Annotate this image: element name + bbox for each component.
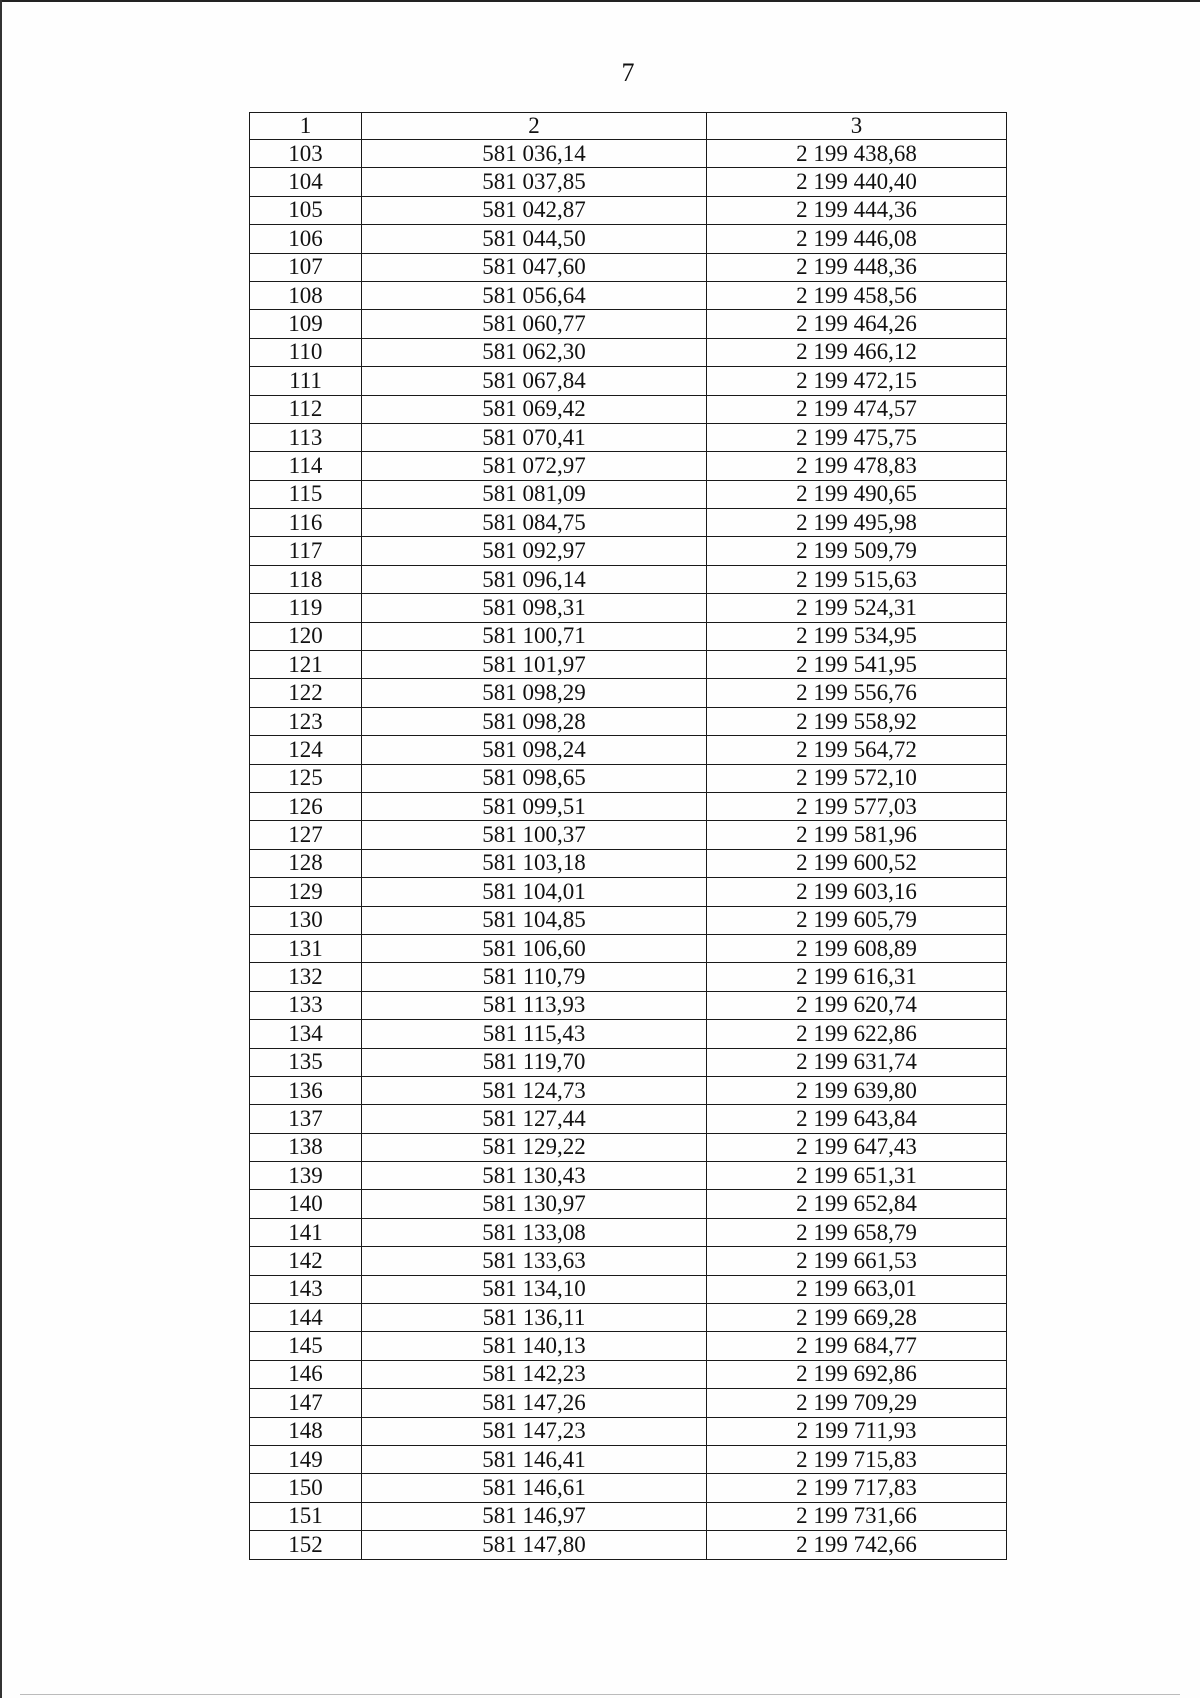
table-row bbox=[250, 1389, 1007, 1417]
table-row bbox=[250, 1502, 1007, 1530]
y-coordinate-cell: 2 199 444,36 bbox=[707, 196, 1007, 224]
y-coordinate-cell: 2 199 669,28 bbox=[707, 1304, 1007, 1332]
point-number-cell: 133 bbox=[250, 991, 362, 1019]
y-coordinate-cell: 2 199 616,31 bbox=[707, 963, 1007, 991]
y-coordinate-cell: 2 199 466,12 bbox=[707, 338, 1007, 366]
table-row bbox=[250, 849, 1007, 877]
x-coordinate-cell: 581 119,70 bbox=[362, 1048, 707, 1076]
table-row bbox=[250, 480, 1007, 508]
point-number-cell: 113 bbox=[250, 423, 362, 451]
table-row bbox=[250, 736, 1007, 764]
y-coordinate-cell: 2 199 631,74 bbox=[707, 1048, 1007, 1076]
y-coordinate-cell: 2 199 622,86 bbox=[707, 1020, 1007, 1048]
table-row bbox=[250, 196, 1007, 224]
point-number-cell: 131 bbox=[250, 934, 362, 962]
scan-edge-bottom bbox=[20, 1694, 1180, 1695]
table-row bbox=[250, 1076, 1007, 1104]
table-row bbox=[250, 963, 1007, 991]
point-number-cell: 105 bbox=[250, 196, 362, 224]
x-coordinate-cell: 581 081,09 bbox=[362, 480, 707, 508]
x-coordinate-cell: 581 127,44 bbox=[362, 1105, 707, 1133]
y-coordinate-cell: 2 199 448,36 bbox=[707, 253, 1007, 281]
x-coordinate-cell: 581 133,63 bbox=[362, 1247, 707, 1275]
y-coordinate-cell: 2 199 446,08 bbox=[707, 225, 1007, 253]
point-number-cell: 119 bbox=[250, 594, 362, 622]
y-coordinate-cell: 2 199 661,53 bbox=[707, 1247, 1007, 1275]
point-number-cell: 124 bbox=[250, 736, 362, 764]
table-row bbox=[250, 934, 1007, 962]
x-coordinate-cell: 581 115,43 bbox=[362, 1020, 707, 1048]
x-coordinate-cell: 581 036,14 bbox=[362, 140, 707, 168]
table-row bbox=[250, 1020, 1007, 1048]
y-coordinate-cell: 2 199 472,15 bbox=[707, 367, 1007, 395]
x-coordinate-cell: 581 147,80 bbox=[362, 1531, 707, 1559]
table-row bbox=[250, 1332, 1007, 1360]
point-number-cell: 132 bbox=[250, 963, 362, 991]
table-row bbox=[250, 1247, 1007, 1275]
x-coordinate-cell: 581 130,97 bbox=[362, 1190, 707, 1218]
x-coordinate-cell: 581 130,43 bbox=[362, 1162, 707, 1190]
table-row bbox=[250, 1531, 1007, 1559]
x-coordinate-cell: 581 136,11 bbox=[362, 1304, 707, 1332]
point-number-cell: 128 bbox=[250, 849, 362, 877]
point-number-cell: 126 bbox=[250, 792, 362, 820]
y-coordinate-cell: 2 199 474,57 bbox=[707, 395, 1007, 423]
point-number-cell: 152 bbox=[250, 1531, 362, 1559]
table-header bbox=[250, 113, 1007, 140]
x-coordinate-cell: 581 098,28 bbox=[362, 707, 707, 735]
y-coordinate-cell: 2 199 515,63 bbox=[707, 565, 1007, 593]
point-number-cell: 118 bbox=[250, 565, 362, 593]
table-row bbox=[250, 253, 1007, 281]
x-coordinate-cell: 581 092,97 bbox=[362, 537, 707, 565]
y-coordinate-cell: 2 199 556,76 bbox=[707, 679, 1007, 707]
point-number-cell: 136 bbox=[250, 1076, 362, 1104]
point-number-cell: 107 bbox=[250, 253, 362, 281]
x-coordinate-cell: 581 084,75 bbox=[362, 509, 707, 537]
point-number-cell: 104 bbox=[250, 168, 362, 196]
y-coordinate-cell: 2 199 731,66 bbox=[707, 1502, 1007, 1530]
table-row bbox=[250, 1417, 1007, 1445]
y-coordinate-cell: 2 199 605,79 bbox=[707, 906, 1007, 934]
table-row bbox=[250, 452, 1007, 480]
table-row bbox=[250, 622, 1007, 650]
table-row bbox=[250, 1304, 1007, 1332]
y-coordinate-cell: 2 199 643,84 bbox=[707, 1105, 1007, 1133]
y-coordinate-cell: 2 199 577,03 bbox=[707, 792, 1007, 820]
table-row bbox=[250, 707, 1007, 735]
table-row bbox=[250, 537, 1007, 565]
table-row bbox=[250, 1218, 1007, 1246]
table-row bbox=[250, 1048, 1007, 1076]
x-coordinate-cell: 581 099,51 bbox=[362, 792, 707, 820]
table-row bbox=[250, 423, 1007, 451]
header-cell-col-3: 3 bbox=[707, 113, 1007, 140]
x-coordinate-cell: 581 113,93 bbox=[362, 991, 707, 1019]
table-row bbox=[250, 821, 1007, 849]
table-row bbox=[250, 764, 1007, 792]
point-number-cell: 134 bbox=[250, 1020, 362, 1048]
table-row bbox=[250, 1133, 1007, 1161]
point-number-cell: 143 bbox=[250, 1275, 362, 1303]
point-number-cell: 140 bbox=[250, 1190, 362, 1218]
x-coordinate-cell: 581 098,24 bbox=[362, 736, 707, 764]
point-number-cell: 137 bbox=[250, 1105, 362, 1133]
point-number-cell: 127 bbox=[250, 821, 362, 849]
x-coordinate-cell: 581 100,71 bbox=[362, 622, 707, 650]
y-coordinate-cell: 2 199 475,75 bbox=[707, 423, 1007, 451]
x-coordinate-cell: 581 104,01 bbox=[362, 878, 707, 906]
y-coordinate-cell: 2 199 440,40 bbox=[707, 168, 1007, 196]
x-coordinate-cell: 581 042,87 bbox=[362, 196, 707, 224]
table-row bbox=[250, 168, 1007, 196]
point-number-cell: 106 bbox=[250, 225, 362, 253]
y-coordinate-cell: 2 199 658,79 bbox=[707, 1218, 1007, 1246]
point-number-cell: 117 bbox=[250, 537, 362, 565]
point-number-cell: 142 bbox=[250, 1247, 362, 1275]
x-coordinate-cell: 581 047,60 bbox=[362, 253, 707, 281]
y-coordinate-cell: 2 199 495,98 bbox=[707, 509, 1007, 537]
point-number-cell: 103 bbox=[250, 140, 362, 168]
x-coordinate-cell: 581 067,84 bbox=[362, 367, 707, 395]
y-coordinate-cell: 2 199 478,83 bbox=[707, 452, 1007, 480]
y-coordinate-cell: 2 199 509,79 bbox=[707, 537, 1007, 565]
y-coordinate-cell: 2 199 438,68 bbox=[707, 140, 1007, 168]
y-coordinate-cell: 2 199 663,01 bbox=[707, 1275, 1007, 1303]
table-row bbox=[250, 906, 1007, 934]
table-row bbox=[250, 367, 1007, 395]
table-row bbox=[250, 338, 1007, 366]
point-number-cell: 145 bbox=[250, 1332, 362, 1360]
y-coordinate-cell: 2 199 692,86 bbox=[707, 1360, 1007, 1388]
y-coordinate-cell: 2 199 651,31 bbox=[707, 1162, 1007, 1190]
x-coordinate-cell: 581 096,14 bbox=[362, 565, 707, 593]
x-coordinate-cell: 581 098,29 bbox=[362, 679, 707, 707]
x-coordinate-cell: 581 070,41 bbox=[362, 423, 707, 451]
table-row bbox=[250, 651, 1007, 679]
point-number-cell: 125 bbox=[250, 764, 362, 792]
table-row bbox=[250, 1162, 1007, 1190]
header-cell-col-2: 2 bbox=[362, 113, 707, 140]
header-cell-col-1: 1 bbox=[250, 113, 362, 140]
y-coordinate-cell: 2 199 620,74 bbox=[707, 991, 1007, 1019]
table-row bbox=[250, 1105, 1007, 1133]
point-number-cell: 114 bbox=[250, 452, 362, 480]
table-row bbox=[250, 1474, 1007, 1502]
point-number-cell: 111 bbox=[250, 367, 362, 395]
point-number-cell: 109 bbox=[250, 310, 362, 338]
table-row bbox=[250, 1445, 1007, 1473]
y-coordinate-cell: 2 199 652,84 bbox=[707, 1190, 1007, 1218]
y-coordinate-cell: 2 199 715,83 bbox=[707, 1445, 1007, 1473]
y-coordinate-cell: 2 199 490,65 bbox=[707, 480, 1007, 508]
y-coordinate-cell: 2 199 711,93 bbox=[707, 1417, 1007, 1445]
y-coordinate-cell: 2 199 534,95 bbox=[707, 622, 1007, 650]
y-coordinate-cell: 2 199 603,16 bbox=[707, 878, 1007, 906]
point-number-cell: 120 bbox=[250, 622, 362, 650]
y-coordinate-cell: 2 199 581,96 bbox=[707, 821, 1007, 849]
y-coordinate-cell: 2 199 564,72 bbox=[707, 736, 1007, 764]
page-number: 7 bbox=[621, 58, 635, 87]
point-number-cell: 116 bbox=[250, 509, 362, 537]
table-row bbox=[250, 281, 1007, 309]
point-number-cell: 135 bbox=[250, 1048, 362, 1076]
table-row bbox=[250, 1360, 1007, 1388]
point-number-cell: 112 bbox=[250, 395, 362, 423]
point-number-cell: 144 bbox=[250, 1304, 362, 1332]
point-number-cell: 122 bbox=[250, 679, 362, 707]
y-coordinate-cell: 2 199 647,43 bbox=[707, 1133, 1007, 1161]
x-coordinate-cell: 581 140,13 bbox=[362, 1332, 707, 1360]
x-coordinate-cell: 581 069,42 bbox=[362, 395, 707, 423]
header-row bbox=[250, 113, 1007, 140]
point-number-cell: 151 bbox=[250, 1502, 362, 1530]
x-coordinate-cell: 581 101,97 bbox=[362, 651, 707, 679]
y-coordinate-cell: 2 199 572,10 bbox=[707, 764, 1007, 792]
x-coordinate-cell: 581 100,37 bbox=[362, 821, 707, 849]
x-coordinate-cell: 581 134,10 bbox=[362, 1275, 707, 1303]
point-number-cell: 130 bbox=[250, 906, 362, 934]
table-row bbox=[250, 225, 1007, 253]
x-coordinate-cell: 581 072,97 bbox=[362, 452, 707, 480]
x-coordinate-cell: 581 124,73 bbox=[362, 1076, 707, 1104]
table-row bbox=[250, 565, 1007, 593]
x-coordinate-cell: 581 056,64 bbox=[362, 281, 707, 309]
table-row bbox=[250, 792, 1007, 820]
table-row bbox=[250, 1190, 1007, 1218]
x-coordinate-cell: 581 106,60 bbox=[362, 934, 707, 962]
y-coordinate-cell: 2 199 639,80 bbox=[707, 1076, 1007, 1104]
x-coordinate-cell: 581 147,23 bbox=[362, 1417, 707, 1445]
x-coordinate-cell: 581 104,85 bbox=[362, 906, 707, 934]
x-coordinate-cell: 581 062,30 bbox=[362, 338, 707, 366]
y-coordinate-cell: 2 199 541,95 bbox=[707, 651, 1007, 679]
y-coordinate-cell: 2 199 684,77 bbox=[707, 1332, 1007, 1360]
scan-edge-left bbox=[0, 0, 2, 1698]
x-coordinate-cell: 581 133,08 bbox=[362, 1218, 707, 1246]
x-coordinate-cell: 581 098,31 bbox=[362, 594, 707, 622]
point-number-cell: 121 bbox=[250, 651, 362, 679]
table-row bbox=[250, 991, 1007, 1019]
table-body bbox=[250, 140, 1007, 1560]
x-coordinate-cell: 581 060,77 bbox=[362, 310, 707, 338]
x-coordinate-cell: 581 037,85 bbox=[362, 168, 707, 196]
point-number-cell: 141 bbox=[250, 1218, 362, 1246]
point-number-cell: 148 bbox=[250, 1417, 362, 1445]
table-row bbox=[250, 1275, 1007, 1303]
y-coordinate-cell: 2 199 608,89 bbox=[707, 934, 1007, 962]
point-number-cell: 129 bbox=[250, 878, 362, 906]
x-coordinate-cell: 581 146,41 bbox=[362, 1445, 707, 1473]
x-coordinate-cell: 581 146,61 bbox=[362, 1474, 707, 1502]
point-number-cell: 110 bbox=[250, 338, 362, 366]
table-row bbox=[250, 679, 1007, 707]
point-number-cell: 115 bbox=[250, 480, 362, 508]
table-row bbox=[250, 310, 1007, 338]
x-coordinate-cell: 581 146,97 bbox=[362, 1502, 707, 1530]
table-row bbox=[250, 140, 1007, 168]
scan-edge-top bbox=[0, 0, 1200, 2]
x-coordinate-cell: 581 098,65 bbox=[362, 764, 707, 792]
y-coordinate-cell: 2 199 524,31 bbox=[707, 594, 1007, 622]
table-row bbox=[250, 594, 1007, 622]
x-coordinate-cell: 581 147,26 bbox=[362, 1389, 707, 1417]
x-coordinate-cell: 581 110,79 bbox=[362, 963, 707, 991]
y-coordinate-cell: 2 199 742,66 bbox=[707, 1531, 1007, 1559]
table-row bbox=[250, 878, 1007, 906]
point-number-cell: 150 bbox=[250, 1474, 362, 1502]
point-number-cell: 147 bbox=[250, 1389, 362, 1417]
y-coordinate-cell: 2 199 717,83 bbox=[707, 1474, 1007, 1502]
y-coordinate-cell: 2 199 709,29 bbox=[707, 1389, 1007, 1417]
y-coordinate-cell: 2 199 558,92 bbox=[707, 707, 1007, 735]
table-row bbox=[250, 395, 1007, 423]
point-number-cell: 138 bbox=[250, 1133, 362, 1161]
y-coordinate-cell: 2 199 458,56 bbox=[707, 281, 1007, 309]
x-coordinate-cell: 581 142,23 bbox=[362, 1360, 707, 1388]
point-number-cell: 108 bbox=[250, 281, 362, 309]
y-coordinate-cell: 2 199 600,52 bbox=[707, 849, 1007, 877]
point-number-cell: 149 bbox=[250, 1445, 362, 1473]
point-number-cell: 139 bbox=[250, 1162, 362, 1190]
table-row bbox=[250, 509, 1007, 537]
coordinates-table bbox=[249, 112, 1007, 1560]
point-number-cell: 123 bbox=[250, 707, 362, 735]
x-coordinate-cell: 581 129,22 bbox=[362, 1133, 707, 1161]
x-coordinate-cell: 581 103,18 bbox=[362, 849, 707, 877]
y-coordinate-cell: 2 199 464,26 bbox=[707, 310, 1007, 338]
point-number-cell: 146 bbox=[250, 1360, 362, 1388]
x-coordinate-cell: 581 044,50 bbox=[362, 225, 707, 253]
